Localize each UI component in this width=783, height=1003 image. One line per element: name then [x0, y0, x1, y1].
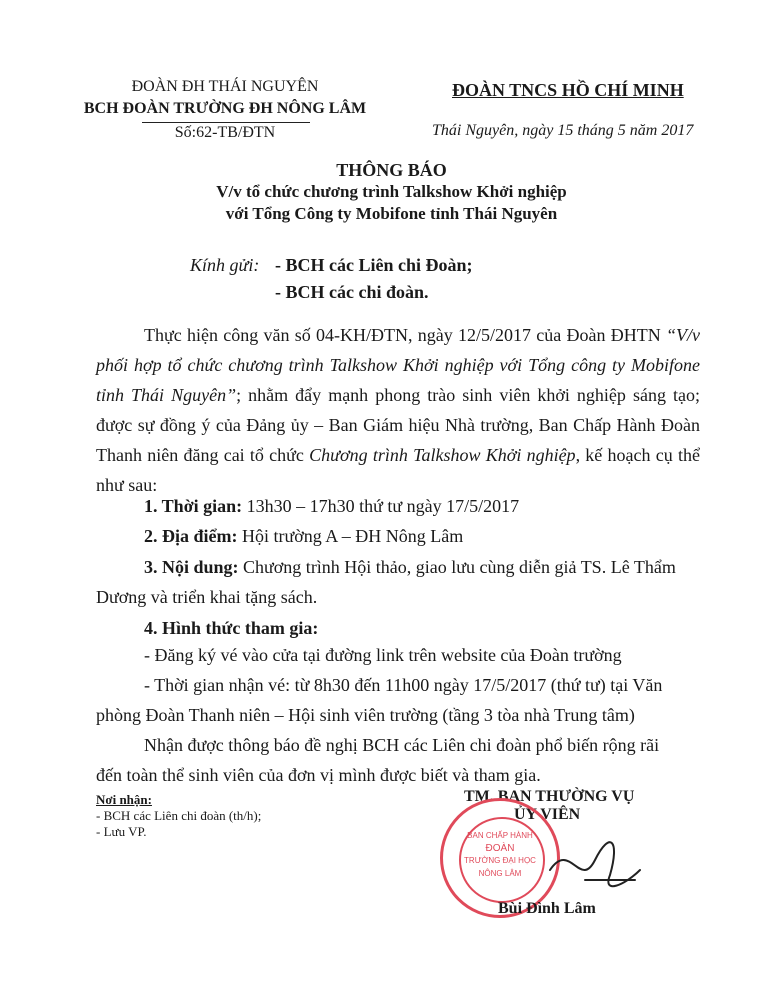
place-date: Thái Nguyên, ngày 15 tháng 5 năm 2017 — [432, 122, 694, 139]
participation-line: phòng Đoàn Thanh niên – Hội sinh viên trường (tầng 3 tòa nhà Trung tâm) — [96, 705, 635, 725]
distribution-label: Nơi nhận: — [96, 792, 152, 807]
doc-subject-line-2: với Tổng Công ty Mobifone tỉnh Thái Nguyên — [225, 204, 558, 223]
seal-text: ĐOÀN — [485, 843, 515, 854]
seal-text: TRƯỜNG ĐẠI HỌC — [464, 856, 536, 865]
item-content: 3. Nội dung: Chương trình Hội thảo, giao lưu cùng diễn giả TS. Lê Thẩm — [144, 557, 676, 577]
signer-name: Bùi Đình Lâm — [498, 900, 596, 917]
participation-line: - Thời gian nhận vé: từ 8h30 đến 11h00 ngày 17/5/2017 (thứ tư) tại Văn — [144, 675, 663, 695]
signature-title: TM. BAN THƯỜNG VỤ — [464, 788, 635, 805]
seal-text: NÔNG LÂM — [478, 869, 522, 878]
signature-role: ỦY VIÊN — [514, 806, 581, 823]
recipient-item: - BCH các Liên chi Đoàn; — [275, 255, 473, 275]
recipient-item: - BCH các chi đoàn. — [275, 282, 429, 302]
doc-subject-line-1: V/v tổ chức chương trình Talkshow Khởi nghiệp — [216, 182, 567, 201]
closing-line: đến toàn thể sinh viên của đơn vị mình được biết và tham gia. — [96, 765, 541, 785]
doc-title: THÔNG BÁO — [336, 160, 447, 180]
handwritten-signature — [540, 830, 650, 900]
recipients-label: Kính gửi: — [190, 255, 260, 275]
item-content-cont: Dương và triển khai tặng sách. — [96, 587, 318, 607]
org-underline — [142, 122, 310, 123]
intro-paragraph: Thực hiện công văn số 04-KH/ĐTN, ngày 12/5/2017 của Đoàn ĐHTN “V/v phối hợp tổ chức chương trình Talkshow Khởi nghiệp với Tổng công ty Mobifone tỉnh Thái Nguyên”; nhằm đẩy mạnh phong trào sinh viên khởi nghiệp sáng tạo; được sự đồng ý của Đảng ủy – Ban Giám hiệu Nhà trường, Ban Chấp Hành Đoàn Thanh niên đăng cai tổ chức Chương trình Talkshow Khởi nghiệp, kế hoạch cụ thể như sau: — [96, 325, 701, 495]
item-participation: 4. Hình thức tham gia: — [144, 618, 319, 638]
item-time: 1. Thời gian: 13h30 – 17h30 thứ tư ngày 17/5/2017 — [144, 496, 520, 516]
participation-line: - Đăng ký vé vào cửa tại đường link trên website của Đoàn trường — [144, 645, 622, 665]
item-location: 2. Địa điểm: Hội trường A – ĐH Nông Lâm — [144, 526, 464, 546]
doc-number: Số:62-TB/ĐTN — [174, 124, 276, 141]
seal-text: BAN CHẤP HÀNH — [467, 831, 533, 840]
closing-line: Nhận được thông báo đề nghị BCH các Liên chi đoàn phổ biến rộng rãi — [144, 735, 660, 755]
distribution-item: - BCH các Liên chi đoàn (th/h); — [96, 808, 262, 823]
org-name: BCH ĐOÀN TRƯỜNG ĐH NÔNG LÂM — [83, 100, 367, 117]
national-org: ĐOÀN TNCS HỒ CHÍ MINH — [452, 80, 684, 100]
distribution-item: - Lưu VP. — [96, 824, 147, 839]
parent-org: ĐOÀN ĐH THÁI NGUYÊN — [131, 78, 319, 95]
